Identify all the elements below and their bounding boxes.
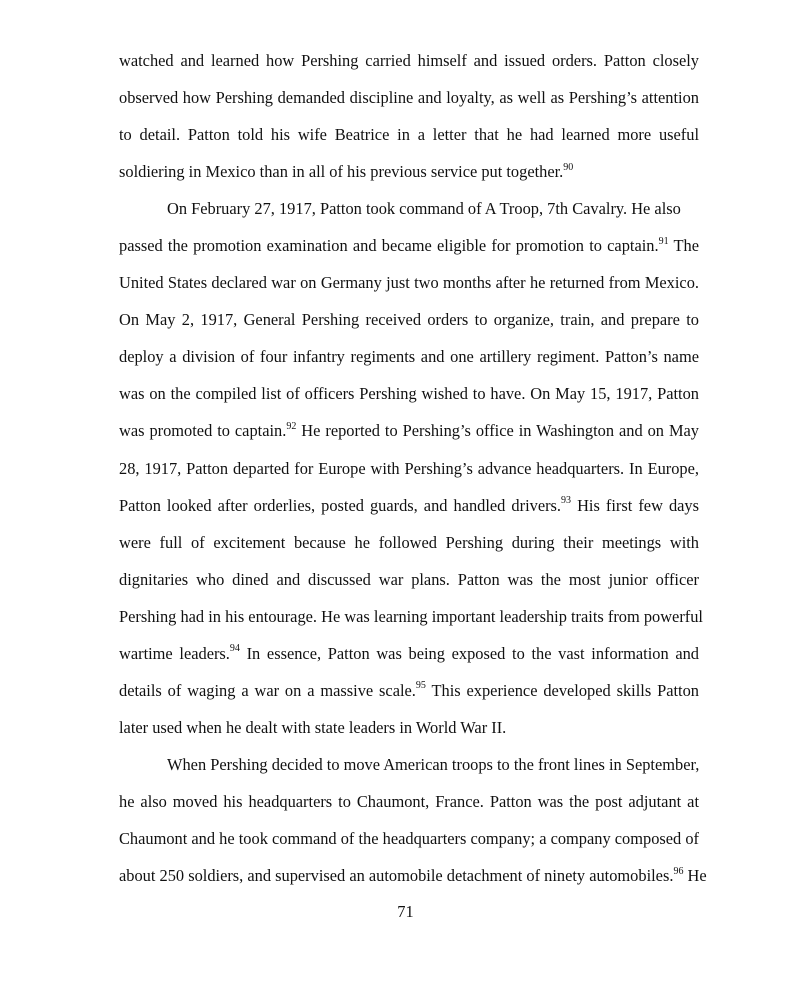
text-line: was on the compiled list of officers Pershing wished to have. On May 15, 1917, Patton xyxy=(119,384,699,404)
text-line: Patton looked after orderlies, posted guards, and handled drivers.$^{93}$ His first few days xyxy=(119,495,699,515)
text-line: later used when he dealt with state leaders in World War II. xyxy=(119,717,507,737)
text-line: dignitaries who dined and discussed war plans. Patton was the most junior officer xyxy=(119,569,699,589)
text-line: watched and learned how Pershing carried himself and issued orders. Patton closely xyxy=(119,51,699,70)
text-line: United States declared war on Germany just two months after he returned from Mexico. xyxy=(119,273,699,293)
text-line: observed how Pershing demanded discipline and loyalty, as well as Pershing’s attention xyxy=(119,88,699,108)
footnote-ref: 95 xyxy=(415,680,426,692)
text-line: to detail. Patton told his wife Beatrice in a letter that he had learned more useful xyxy=(119,125,699,145)
text-line: were full of excitement because he followed Pershing during their meetings with xyxy=(119,532,699,552)
text-line: deploy a division of four infantry regiments and one artillery regiment. Patton’s name xyxy=(119,347,699,367)
text-line: wartime leaders.$^{94}$ In essence, Patton was being exposed to the vast information and xyxy=(119,643,700,663)
text-line: was promoted to captain.$^{92}$ He reported to Pershing’s office in Washington and on May xyxy=(119,421,699,441)
body-text xyxy=(119,42,707,894)
text-line: On May 2, 1917, General Pershing received orders to organize, train, and prepare to xyxy=(119,310,699,330)
footnote-ref: 93 xyxy=(561,495,572,507)
text-line: On February 27, 1917, Patton took command of A Troop, 7th Cavalry. He also xyxy=(167,199,681,219)
footnote-ref: 92 xyxy=(286,421,297,432)
text-line: details of waging a war on a massive scale.$^{95}$ This experience developed skills Patton xyxy=(119,680,699,700)
text-line: When Pershing decided to move American troops to the front lines in September, xyxy=(167,754,700,774)
footnote-ref: 90 xyxy=(563,161,574,173)
page-number: 71 xyxy=(397,902,414,921)
text-line: about 250 soldiers, and supervised an automobile detachment of ninety automobiles.$^{96}$ He xyxy=(119,865,707,886)
text-line: passed the promotion examination and became eligible for promotion to captain.$^{91}$ The xyxy=(119,235,699,256)
text-line: Pershing had in his entourage. He was learning important leadership traits from powerful xyxy=(119,606,703,626)
text-line: soldiering in Mexico than in all of his previous service put together.$^{90}$ xyxy=(119,161,574,182)
footnote-ref: 94 xyxy=(229,643,240,655)
text-line: he also moved his headquarters to Chaumont, France. Patton was the post adjutant at xyxy=(119,791,699,811)
footnote-ref: 91 xyxy=(658,235,669,247)
text-line: 28, 1917, Patton departed for Europe with Pershing’s advance headquarters. In Europe, xyxy=(119,458,699,478)
text-line: Chaumont and he took command of the headquarters company; a company composed of xyxy=(119,828,699,848)
footnote-ref: 96 xyxy=(673,865,684,877)
